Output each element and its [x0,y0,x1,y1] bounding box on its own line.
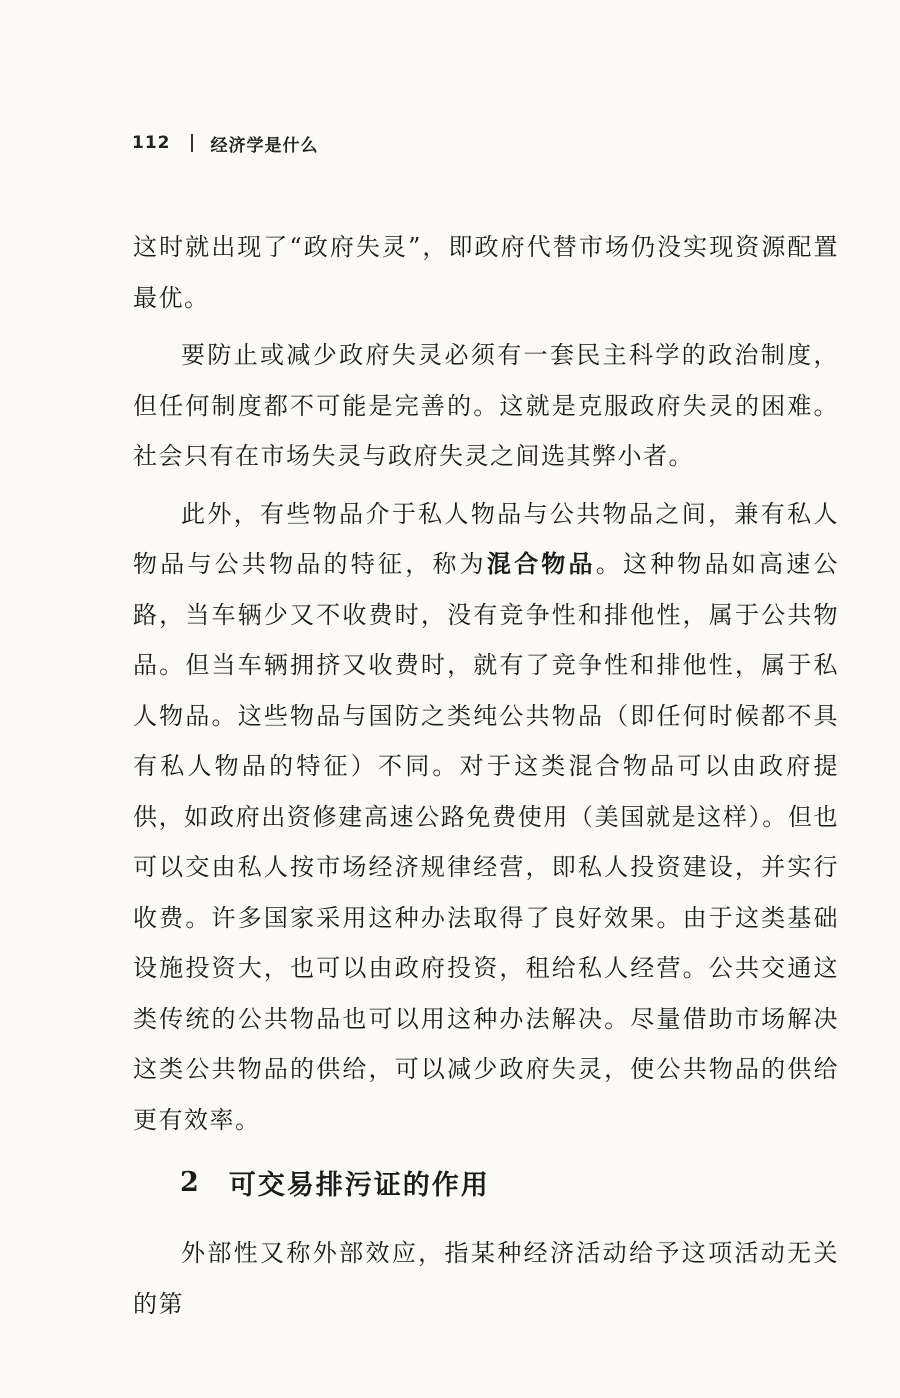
paragraph-3-rest: 。这种物品如高速公路，当车辆少又不收费时，没有竞争性和排他性，属于公共物品。但当车辆拥挤又收费时，就有了竞争性和排他性，属于私人物品。这些物品与国防之类纯公共物品（即任何时候都不具有私人物品的特征）不同。对于这类混合物品可以由政府提供，如政府出资修建高速公路免费使用（美国就是这样）。但也可以交由私人按市场经济规律经营，即私人投资建设，并实行收费。许多国家采用这种办法取得了良好效果。由于这类基础设施投资大，也可以由政府投资，租给私人经营。公共交通这类传统的公共物品也可以用这种办法解决。尽量借助市场解决这类公共物品的供给，可以减少政府失灵，使公共物品的供给更有效率。 [133,550,840,1134]
section-body [133,1228,839,1329]
section-heading [180,1160,490,1204]
section-title: 可交易排污证的作用 [228,1169,490,1201]
paragraph-3 [133,489,839,1146]
running-title: 经济学是什么 [210,135,319,156]
section-first-line: 外部性又称外部效应，指某种经济活动给予这项活动无关的第 [133,1239,839,1318]
body-text [133,222,839,1145]
header-separator [191,134,193,152]
section-number: 2 [180,1166,199,1198]
key-term-mixed-goods: 混合物品 [486,550,596,578]
paragraph-2: 要防止或减少政府失灵必须有一套民主科学的政治制度，但任何制度都不可能是完善的。这就是克服政府失灵的困难。社会只有在市场失灵与政府失灵之间选其弊小者。 [133,341,839,470]
page-number: 112 [132,133,171,153]
paragraph-3-lead: 此外，有些物品介于私人物品与公共物品之间，兼有私人物品与公共物品的特征，称为 [133,499,839,578]
paragraph-1: 这时就出现了“政府失灵”，即政府代替市场仍没实现资源配置最优。 [133,233,839,312]
running-header [132,128,319,158]
